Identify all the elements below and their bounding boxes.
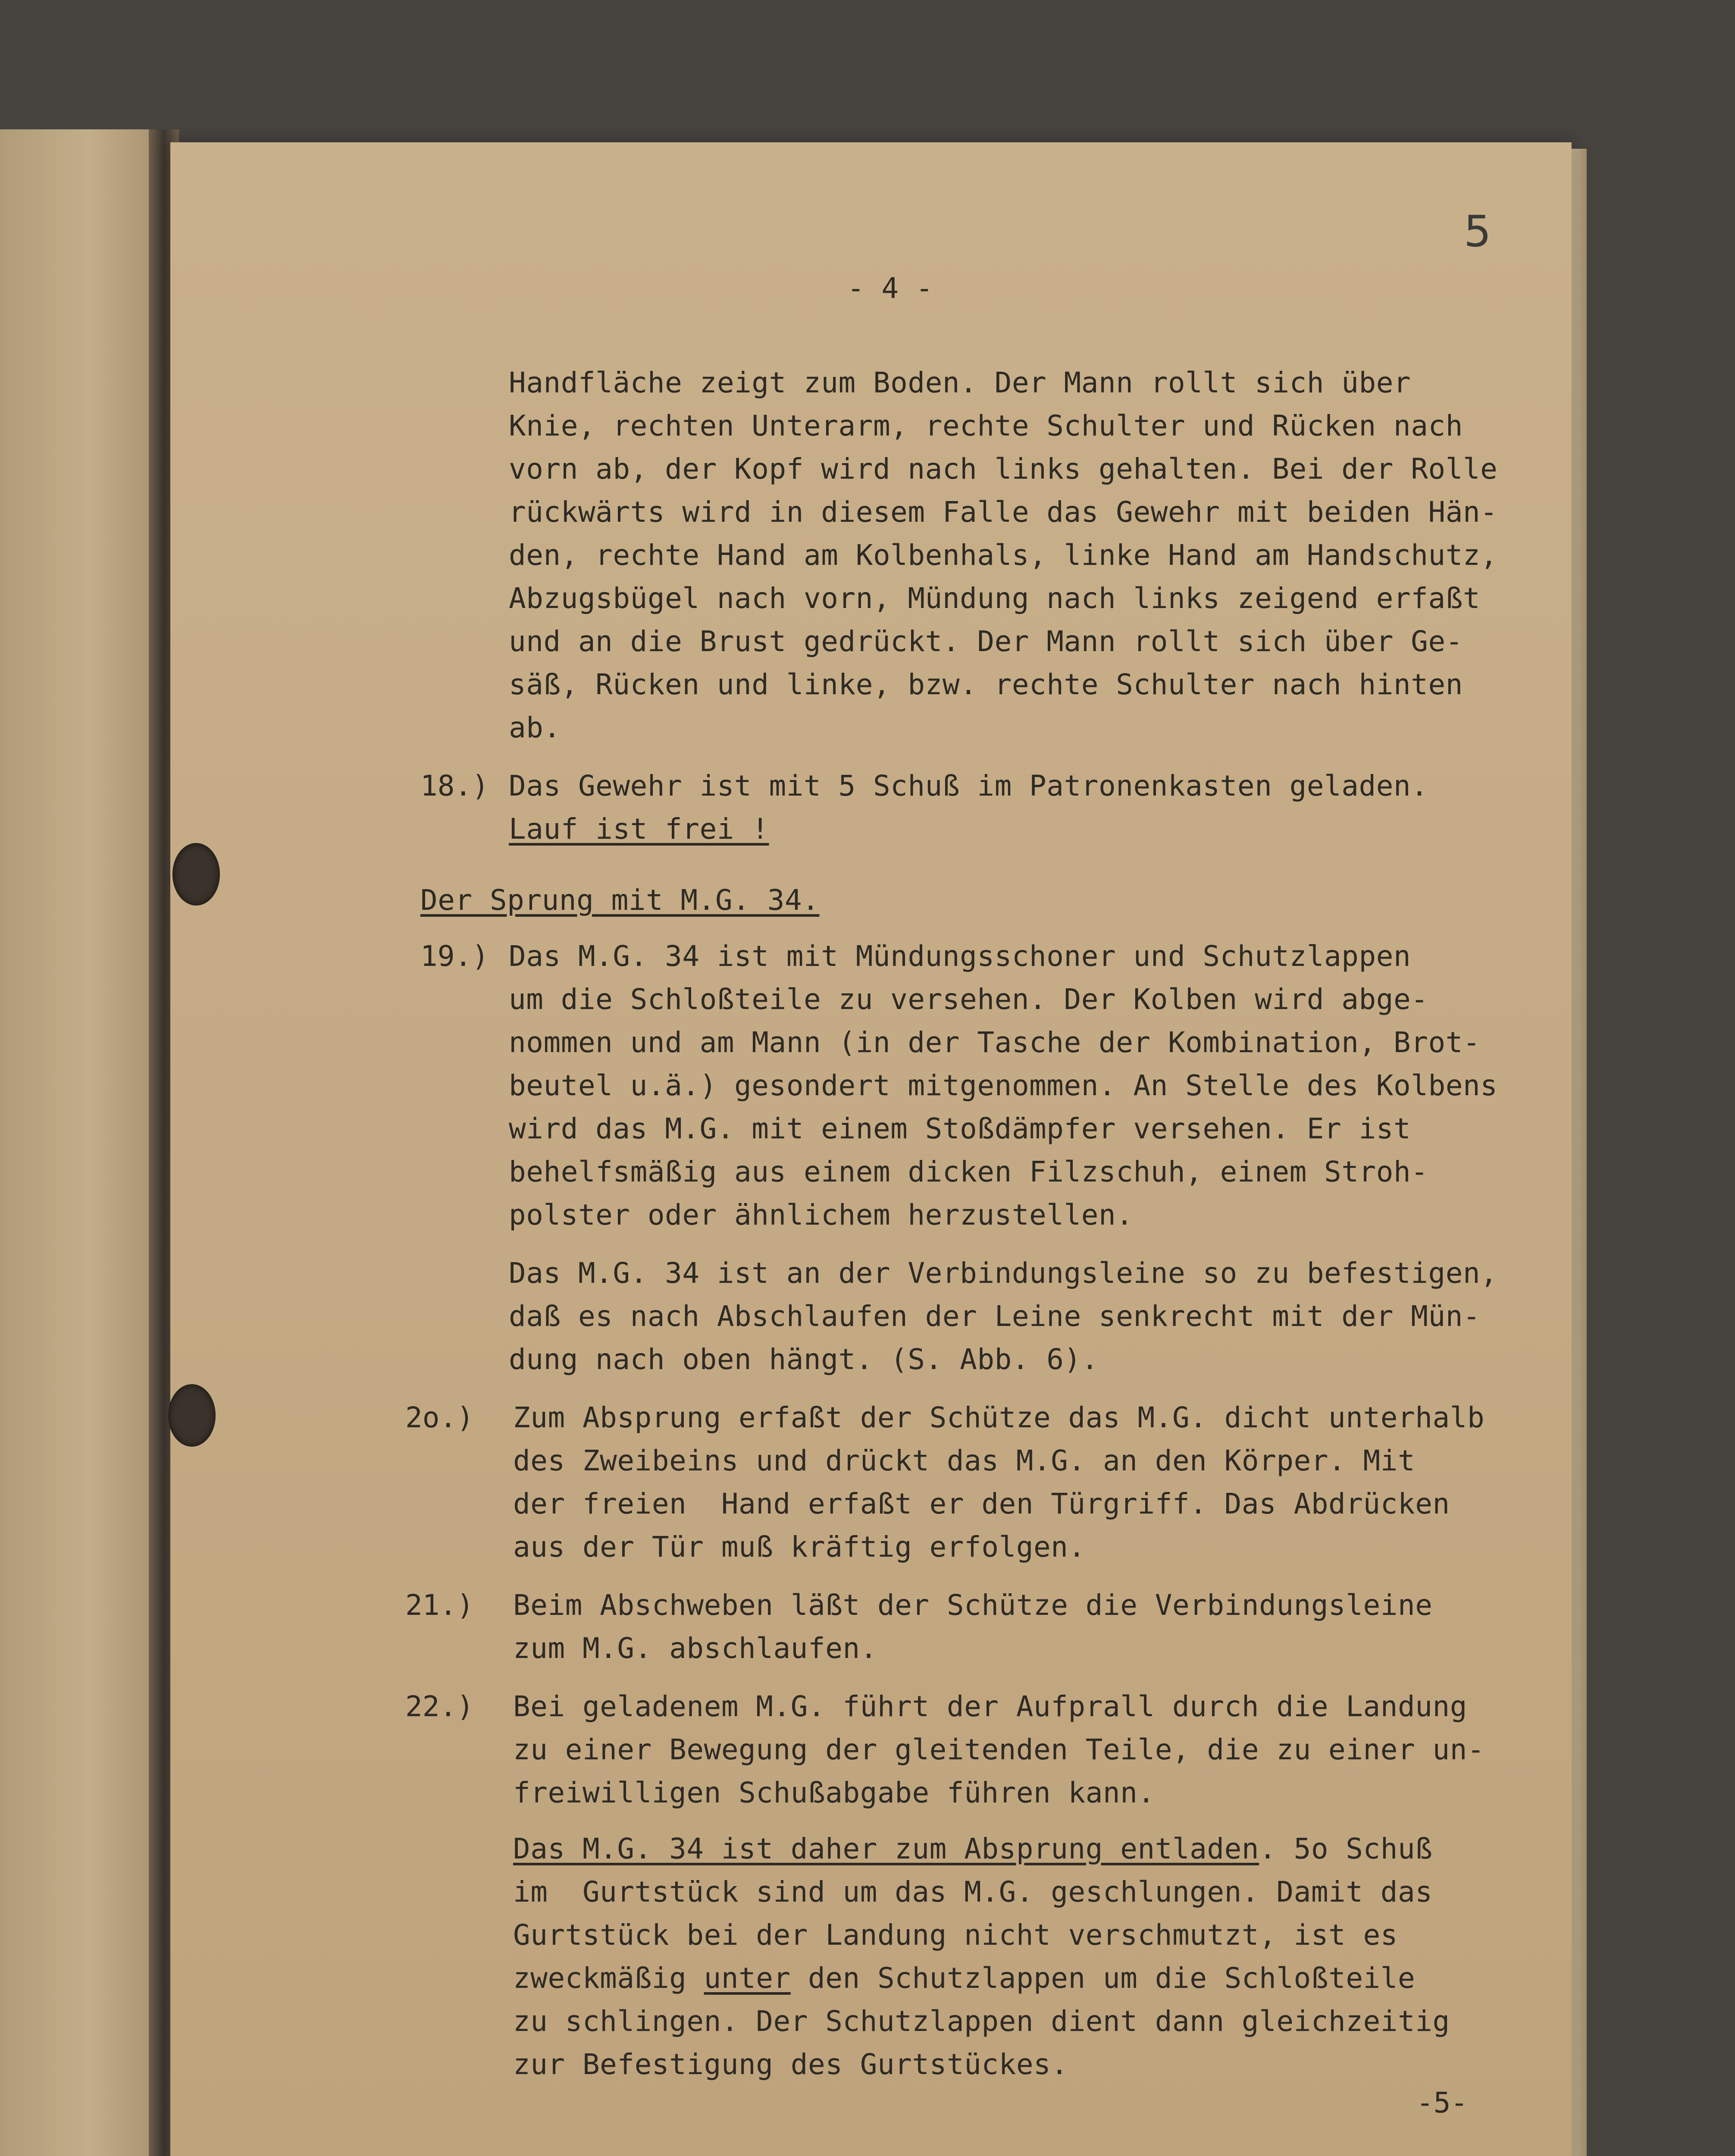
intro-line: Handfläche zeigt zum Boden. Der Mann rollt sich über [509,366,1411,399]
item-19-para2-line: dung nach oben hängt. (S. Abb. 6). [509,1343,1099,1376]
section-heading: Der Sprung mit M.G. 34. [420,884,820,917]
text-run: . 5o Schuß [1259,1832,1433,1865]
item-number: 2o.) [405,1401,474,1434]
intro-line: Abzugsbügel nach vorn, Mündung nach links zeigend erfaßt [509,582,1481,615]
item-22-line: freiwilligen Schußabgabe führen kann. [513,1776,1155,1809]
item-20-line: Zum Absprung erfaßt der Schütze das M.G. dicht unterhalb [513,1401,1485,1434]
item-18-note: Lauf ist frei ! [509,812,769,846]
intro-line: vorn ab, der Kopf wird nach links gehalten. Bei der Rolle [509,452,1498,486]
item-21-line: zum M.G. abschlaufen. [513,1632,877,1665]
page-number: - 4 - [847,272,933,305]
item-20-line: der freien Hand erfaßt er den Türgriff. Das Abdrücken [513,1487,1450,1520]
left-page [0,129,160,2156]
item-22-para2-line4 [513,1964,1415,1993]
item-19-line: wird das M.G. mit einem Stoßdämpfer versehen. Er ist [509,1112,1411,1145]
intro-line: und an die Brust gedrückt. Der Mann rollt sich über Ge- [509,625,1463,658]
item-22-para2-line: zur Befestigung des Gurtstückes. [513,2048,1068,2081]
item-20-line: aus der Tür muß kräftig erfolgen. [513,1530,1086,1564]
item-21-line: Beim Abschweben läßt der Schütze die Verbindungsleine [513,1589,1433,1622]
intro-line: säß, Rücken und linke, bzw. rechte Schulter nach hinten [509,668,1463,701]
item-22-line: zu einer Bewegung der gleitenden Teile, die zu einer un- [513,1733,1485,1766]
item-19-line: polster oder ähnlichem herzustellen. [509,1198,1134,1232]
punch-hole-bottom [168,1384,216,1447]
intro-line: Knie, rechten Unterarm, rechte Schulter und Rücken nach [509,409,1463,442]
item-22-line: Bei geladenem M.G. führt der Aufprall durch die Landung [513,1690,1467,1723]
item-19-para2-line: Das M.G. 34 ist an der Verbindungsleine so zu befestigen, [509,1257,1498,1290]
text-run: zweckmäßig [513,1962,704,1995]
item-19-line: beutel u.ä.) gesondert mitgenommen. An Stelle des Kolbens [509,1069,1498,1102]
item-22-para2-line: Gurtstück bei der Landung nicht verschmutzt, ist es [513,1918,1398,1952]
item-22-para2-line: zu schlingen. Der Schutzlappen dient dann gleichzeitig [513,2005,1450,2038]
punch-hole-top [172,843,220,906]
item-19-line: um die Schloßteile zu versehen. Der Kolben wird abge- [509,983,1428,1016]
item-18-line: Das Gewehr ist mit 5 Schuß im Patronenkasten geladen. [509,769,1428,802]
item-20-line: des Zweibeins und drückt das M.G. an den Körper. Mit [513,1444,1416,1477]
emphasis-underlined: Das M.G. 34 ist daher zum Absprung entladen [513,1832,1259,1865]
item-19-para2-line: daß es nach Abschlaufen der Leine senkrecht mit der Mün- [509,1300,1481,1333]
item-number: 18.) [420,769,489,802]
item-number: 21.) [405,1589,474,1622]
item-22-para2-line: im Gurtstück sind um das M.G. geschlungen. Damit das [513,1875,1433,1908]
item-19-line: behelfsmäßig aus einem dicken Filzschuh, einem Stroh- [509,1155,1428,1188]
item-number: 22.) [405,1690,474,1723]
text-run: den Schutzlappen um die Schloßteile [790,1962,1416,1995]
item-22-para2-first [513,1832,1433,1865]
intro-line: den, rechte Hand am Kolbenhals, linke Hand am Handschutz, [509,539,1498,572]
item-19-line: nommen und am Mann (in der Tasche der Kombination, Brot- [509,1026,1481,1059]
intro-line: ab. [509,711,561,744]
next-page-marker: -5- [1416,2086,1468,2119]
intro-line: rückwärts wird in diesem Falle das Gewehr mit beiden Hän- [509,495,1498,529]
item-number: 19.) [420,940,489,973]
folio-stamp: 5 [1464,206,1491,257]
item-19-line: Das M.G. 34 ist mit Mündungsschoner und Schutzlappen [509,940,1411,973]
emphasis-underlined: unter [704,1962,791,1995]
